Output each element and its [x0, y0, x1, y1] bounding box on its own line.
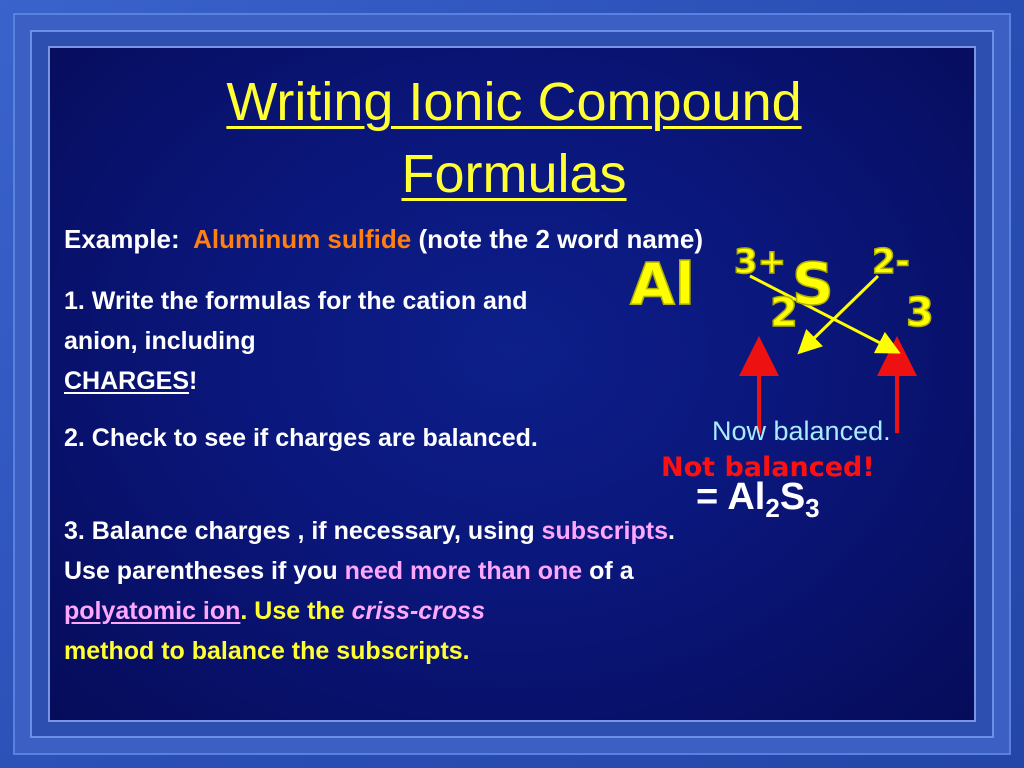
- polyatomic-ion-term: polyatomic ion: [64, 597, 241, 625]
- step-1-end: !: [189, 367, 198, 395]
- cation-subscript: 2: [770, 290, 798, 336]
- step-2-text: 2. Check to see if charges are balanced.: [64, 424, 538, 452]
- step-3-part1: 3. Balance charges , if necessary, using: [64, 517, 542, 545]
- criss-cross-term: criss-cross: [351, 597, 485, 625]
- subscripts-term: subscripts: [541, 517, 668, 545]
- slide-title-line2: Formulas: [401, 144, 627, 204]
- step-3-part5: method to balance the subscripts.: [64, 637, 470, 665]
- anion-charge: 2-: [872, 242, 910, 282]
- cation-symbol: Al: [630, 250, 695, 318]
- example-line: [64, 224, 703, 255]
- now-balanced-label: Now balanced.: [712, 416, 891, 446]
- step-1-text: 1. Write the formulas for the cation and anion, including: [64, 287, 528, 355]
- step-3: [64, 511, 704, 671]
- result-subscript-s: 3: [805, 493, 820, 523]
- slide-title-line1: Writing Ionic Compound: [226, 72, 802, 132]
- step-3-part2: . Use parentheses if you: [64, 517, 675, 585]
- example-compound: Aluminum sulfide: [193, 224, 412, 254]
- charges-term: CHARGES: [64, 367, 190, 395]
- step-2: [64, 418, 584, 458]
- result-subscript-al: 2: [765, 493, 780, 523]
- cation-charge: 3+: [734, 242, 787, 282]
- not-balanced-label: Not balanced!: [661, 452, 875, 483]
- result-formula: [696, 476, 820, 524]
- anion-symbol: S: [792, 250, 834, 318]
- result-sulfur: S: [779, 476, 806, 518]
- example-label: Example:: [64, 224, 180, 254]
- step-1: [64, 281, 584, 401]
- step-3-part3: of a: [582, 557, 634, 585]
- example-note: (note the 2 word name): [418, 224, 704, 254]
- result-prefix: = Al: [696, 476, 766, 518]
- need-more-term: need more than one: [344, 557, 583, 585]
- step-3-part4: . Use the: [240, 597, 352, 625]
- anion-subscript: 3: [906, 290, 934, 336]
